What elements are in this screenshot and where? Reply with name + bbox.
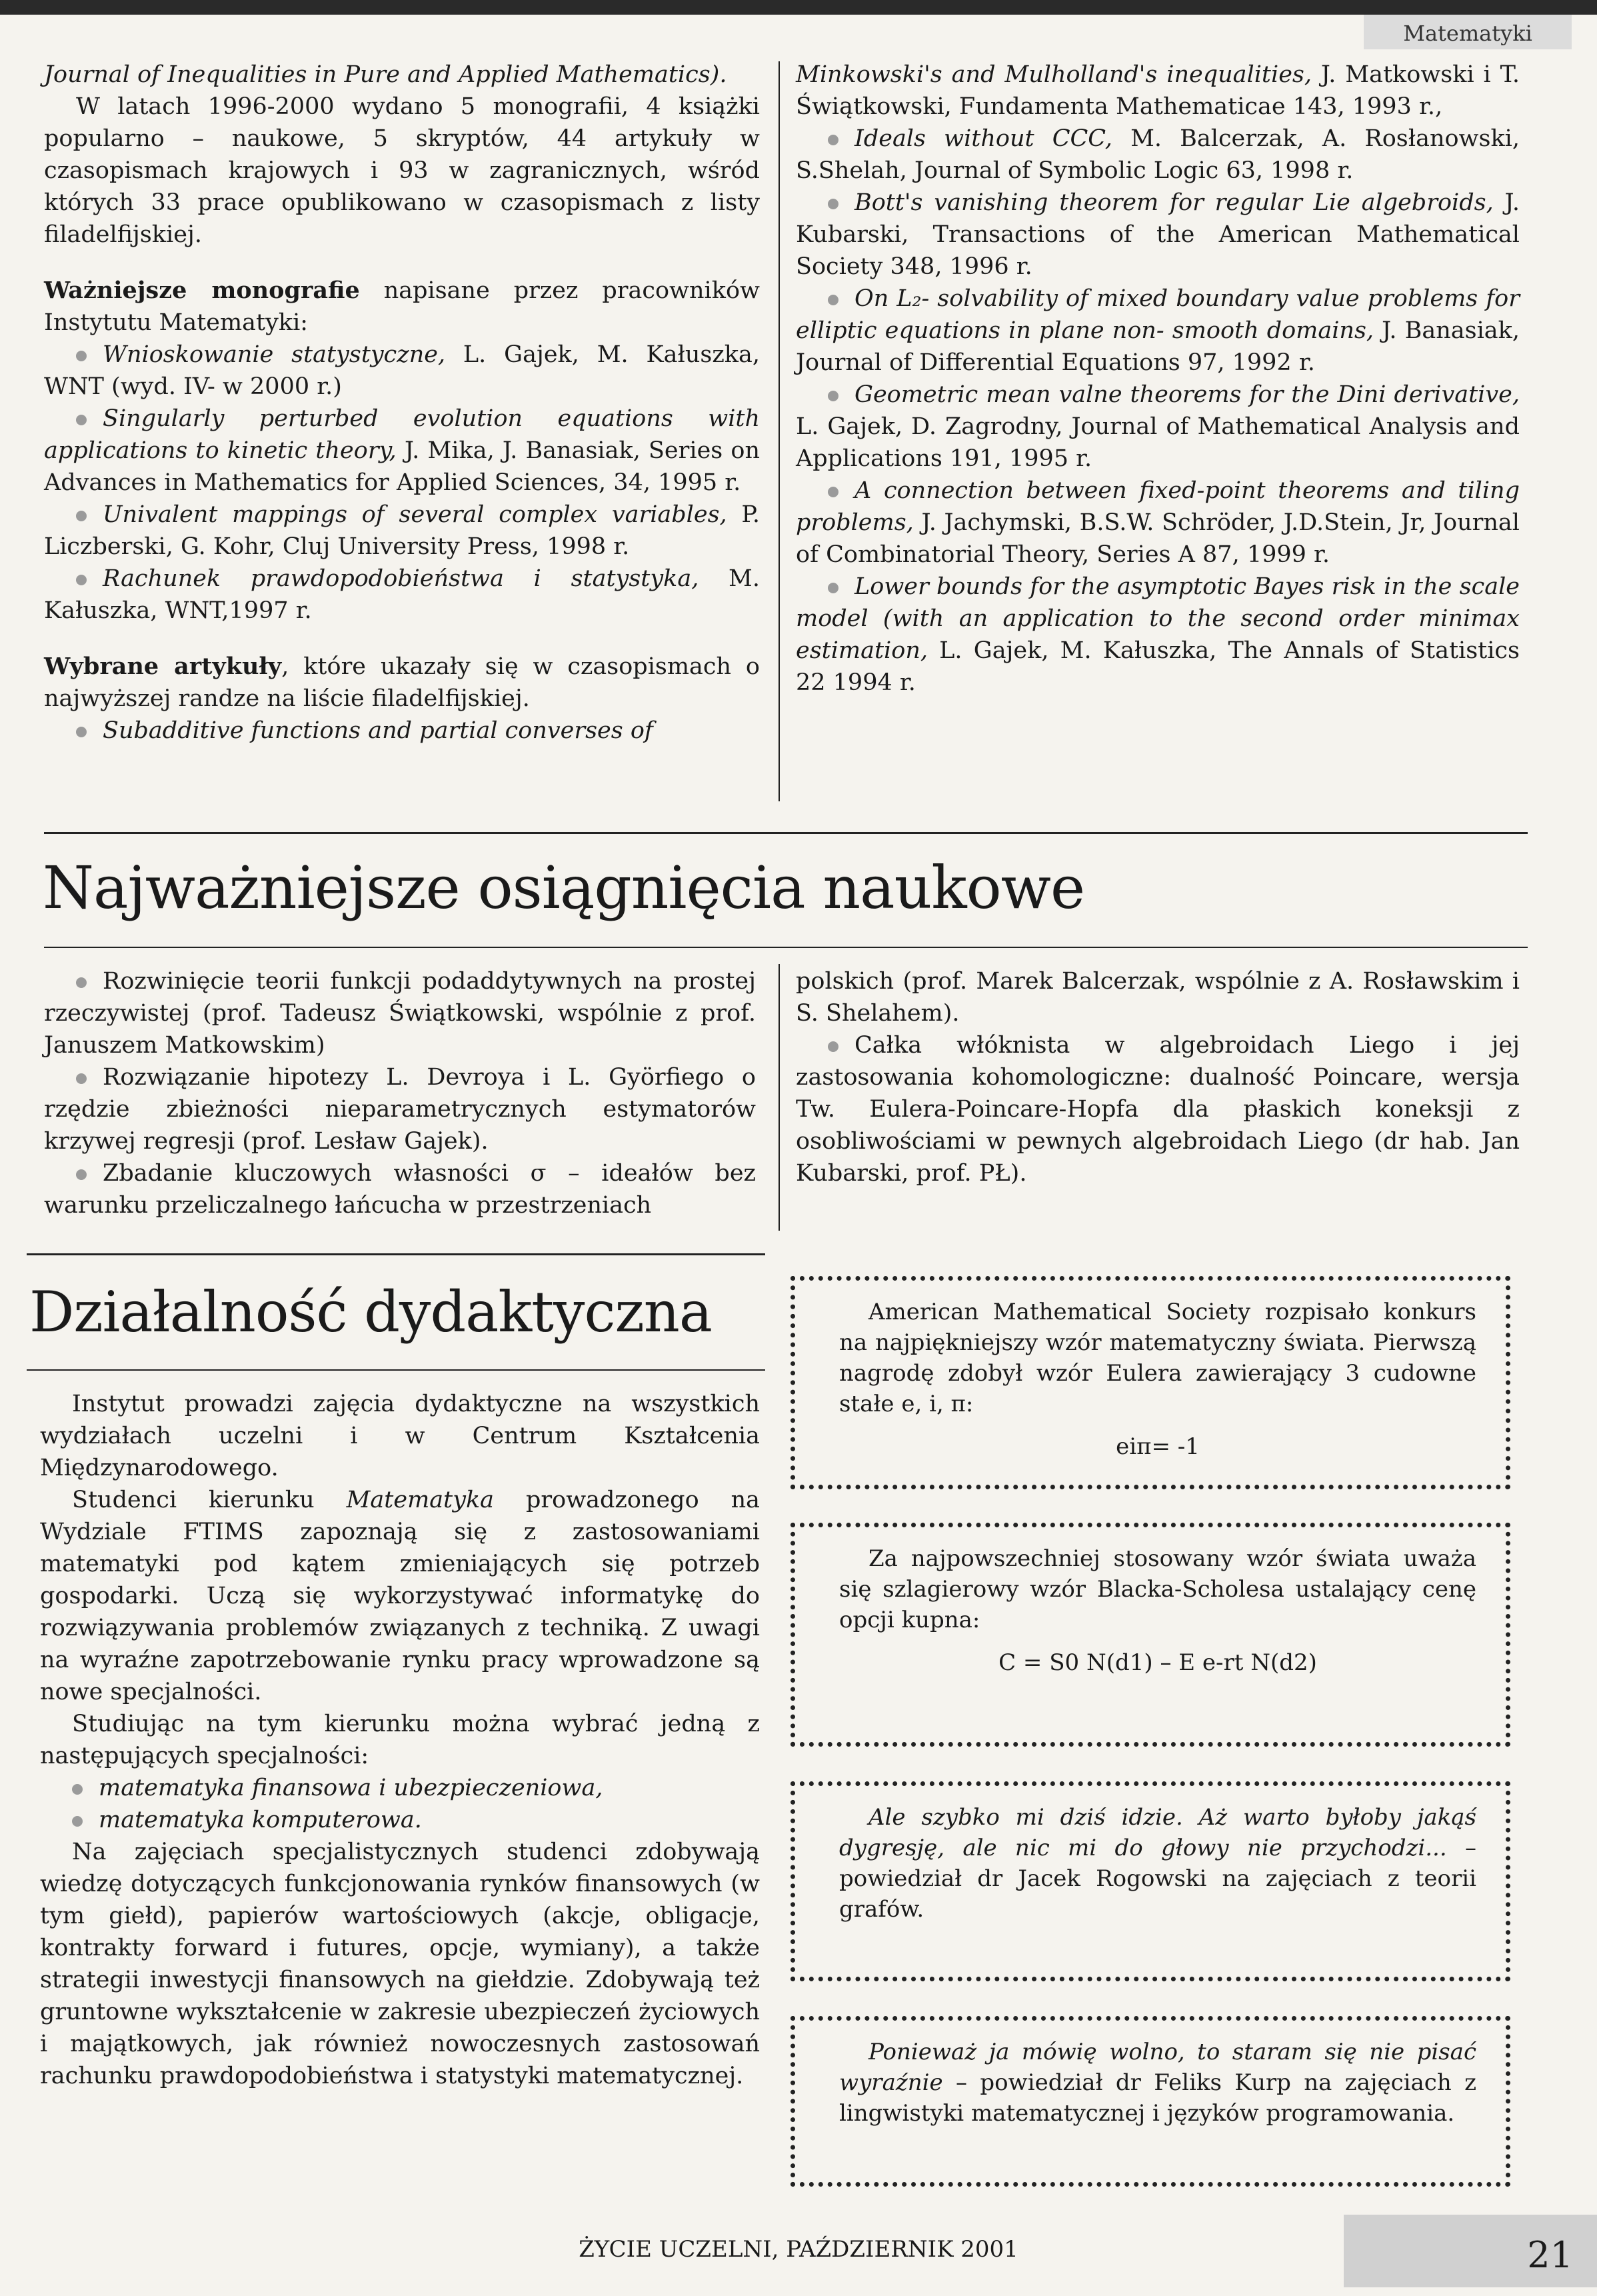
bullet-icon xyxy=(76,351,87,361)
item-text: matematyka finansowa i ubezpieczeniowa, xyxy=(99,1775,603,1801)
list-item xyxy=(44,1061,756,1157)
list-item xyxy=(44,339,760,403)
list-item xyxy=(796,59,1520,123)
item-text: Rozwinięcie teorii funkcji podaddytywnych na prostej rzeczywistej (prof. Tadeusz Świątkowski, wspólnie z prof. Januszem Matkowskim) xyxy=(44,968,756,1059)
bullet-icon xyxy=(828,391,838,401)
bullet-icon xyxy=(76,511,87,521)
list-item xyxy=(44,1157,756,1221)
paragraph: Na zajęciach specjalistycznych studenci zdobywają wiedzę dotyczących funkcjonowania rynków finansowych (w tym giełd), papierów wartościowych (akcje, obligacje, kontrakty forward i futures, opcje, wymiany), a także strategii inwestycji finansowych na giełdzie. Zdobywają też gruntowne wykształcenie w zakresie ubezpieczeń życiowych i majątkowych, jak również nowoczesnych zastosowań rachunku prawdopodobieństwa i statystyki matematycznej. xyxy=(40,1839,760,2089)
didactic-text xyxy=(40,1388,760,2092)
list-item xyxy=(796,283,1520,379)
bullet-icon xyxy=(76,977,87,988)
item-title: A connection between fixed-point theorems and tiling problems, xyxy=(796,477,1520,536)
item-text: matematyka komputerowa. xyxy=(99,1807,422,1833)
item-title: Lower bounds for the asymptotic Bayes risk in the scale model (with an application to the second order minimax estimation, xyxy=(796,573,1520,664)
monographs-heading: Ważniejsze monografie xyxy=(44,277,360,304)
box-text: Za najpowszechniej stosowany wzór świata uważa się szlagierowy wzór Blacka-Scholesa ustalający cenę opcji kupna: xyxy=(839,1545,1476,1633)
bullet-icon xyxy=(828,199,838,209)
item-title: Subadditive functions and partial converses of xyxy=(103,717,653,744)
section-rule xyxy=(27,1369,765,1371)
quote-attribution: – powiedział dr Jacek Rogowski na zajęciach z teorii grafów. xyxy=(839,1835,1476,1923)
black-scholes-formula: C = S0 N(d1) – E e-rt N(d2) xyxy=(998,1649,1317,1676)
column-right xyxy=(796,59,1520,699)
monographs-intro xyxy=(44,275,760,339)
item-title: Geometric mean valne theorems for the Dini derivative, xyxy=(854,381,1520,408)
item-title: Wnioskowanie statystyczne, xyxy=(103,341,446,368)
quote-box-rogowski xyxy=(791,1781,1510,1981)
bullet-icon xyxy=(76,1169,87,1180)
list-item xyxy=(44,965,756,1061)
bullet-icon xyxy=(828,135,838,145)
section-tab: Matematyki xyxy=(1364,15,1572,49)
section-rule xyxy=(27,1253,765,1255)
publication-footer: ŻYCIE UCZELNI, PAŹDZIERNIK 2001 xyxy=(579,2236,1018,2263)
text: prowadzonego na Wydziale FTIMS zapoznają się z zastosowaniami matematyki pod kątem zmieniających się potrzeb gospodarki. Uczą się wykorzystywać informatykę do rozwiązywania problemów związanych z techniką. Z uwagi na wyraźne zapotrzebowanie rynku pracy wprowadzone są nowe specjalności. xyxy=(40,1487,761,1705)
item-text: M. Balcerzak, A. Rosłanowski, S.Shelah, Journal of Symbolic Logic 63, 1998 r. xyxy=(796,125,1520,184)
top-border xyxy=(0,0,1597,15)
page-number: 21 xyxy=(1344,2215,1597,2287)
didactic-heading: Działalność dydaktyczna xyxy=(29,1279,712,1345)
box-text: American Mathematical Society rozpisało konkurs na najpiękniejszy wzór matematyczny świata. Pierwszą nagrodę zdobył wzór Eulera zawierający 3 cudowne stałe e, i, π: xyxy=(839,1299,1476,1417)
item-text: J. Kubarski, Transactions of the American Mathematical Society 348, 1996 r. xyxy=(796,189,1520,280)
paragraph: Instytut prowadzi zajęcia dydaktyczne na wszystkich wydziałach uczelni i w Centrum Kształcenia Międzynarodowego. xyxy=(40,1391,760,1481)
list-item xyxy=(796,571,1520,699)
quote-box-kurp xyxy=(791,2016,1510,2187)
item-title: On L₂- solvability of mixed boundary value problems for elliptic equations in plane non- smooth domains, xyxy=(796,285,1520,344)
item-text: L. Gajek, M. Kałuszka, WNT (wyd. IV- w 2000 r.) xyxy=(44,341,761,400)
quote-attribution: – powiedział dr Feliks Kurp na zajęciach z lingwistyki matematycznej i języków programowania. xyxy=(839,2069,1476,2127)
bullet-icon xyxy=(76,575,87,585)
paragraph: W latach 1996-2000 wydano 5 monografii, 4 książki popularno – naukowe, 5 skryptów, 44 artykuły w czasopismach krajowych i 93 w zagranicznych, wśród których 33 prace opublikowano w czasopismach z listy filadelfijskiej. xyxy=(44,93,760,248)
item-title: Singularly perturbed evolution equations with applications to kinetic theory, xyxy=(44,405,760,464)
text-emphasis: Matematyka xyxy=(346,1487,495,1513)
item-title: Univalent mappings of several complex variables, xyxy=(103,501,727,528)
info-box-euler xyxy=(791,1276,1510,1489)
item-text: J. Mika, J. Banasiak, Series on Advances in Mathematics for Applied Sciences, 34, 1995 r. xyxy=(44,437,760,496)
bullet-icon xyxy=(828,1041,838,1052)
articles-intro xyxy=(44,651,760,715)
box-text xyxy=(839,1802,1476,1925)
item-text: Całka włóknista w algebroidach Liego i jej zastosowania kohomologiczne: dualność Poincare, wersja Tw. Eulera-Poincare-Hopfa dla płaskich koneksji z osobliwościami w pewnych algebroidach Liego (dr hab. Jan Kubarski, prof. PŁ). xyxy=(796,1032,1520,1187)
bullet-icon xyxy=(76,415,87,425)
item-text: Rozwiązanie hipotezy L. Devroya i L. Györfiego o rzędzie zbieżności nieparametrycznych estymatorów krzywej regresji (prof. Lesław Gajek). xyxy=(44,1064,756,1155)
bullet-icon xyxy=(828,487,838,497)
list-item xyxy=(44,715,760,747)
bullet-icon xyxy=(828,295,838,305)
item-text: M. Kałuszka, WNT,1997 r. xyxy=(44,565,760,624)
item-text: P. Liczberski, G. Kohr, Cluj University Press, 1998 r. xyxy=(44,501,760,560)
item-title: Minkowski's and Mulholland's inequalities, xyxy=(796,61,1312,88)
item-title: Bott's vanishing theorem for regular Lie algebroids, xyxy=(854,189,1494,216)
item-text: J. Banasiak, Journal of Differential Equations 97, 1992 r. xyxy=(796,317,1520,376)
column-divider xyxy=(779,964,780,1231)
monographs-intro-text: napisane przez pracowników Instytutu Matematyki: xyxy=(44,277,760,336)
bullet-icon xyxy=(72,1784,83,1795)
item-text: L. Gajek, M. Kałuszka, The Annals of Statistics 22 1994 r. xyxy=(796,637,1520,696)
section-rule xyxy=(44,832,1528,834)
quote-text: Ponieważ ja mówię wolno, to staram się nie pisać wyraźnie xyxy=(839,2039,1476,2096)
list-item xyxy=(44,403,760,499)
item-text: polskich (prof. Marek Balcerzak, wspólnie z A. Rosławskim i S. Shelahem). xyxy=(796,968,1520,1027)
box-text xyxy=(839,2037,1476,2129)
list-item xyxy=(44,563,760,627)
list-item xyxy=(44,499,760,563)
item-text: J. Matkowski i T. Świątkowski, Fundamenta Mathematicae 143, 1993 r., xyxy=(796,61,1520,120)
list-item xyxy=(40,1804,760,1836)
list-item xyxy=(796,379,1520,475)
list-item xyxy=(40,1772,760,1804)
info-box-black-scholes xyxy=(791,1523,1510,1747)
quote-text: Ale szybko mi dziś idzie. Aż warto byłoby jakąś dygresję, ale nic mi do głowy nie przychodzi... xyxy=(839,1804,1476,1861)
item-text: L. Gajek, D. Zagrodny, Journal of Mathematical Analysis and Applications 191, 1995 r. xyxy=(796,413,1520,472)
articles-intro-text: , które ukazały się w czasopismach o najwyższej randze na liście filadelfijskiej. xyxy=(44,653,760,712)
paragraph xyxy=(40,1484,760,1708)
list-item xyxy=(796,123,1520,187)
column-divider xyxy=(779,61,780,801)
paragraph: Journal of Inequalities in Pure and Applied Mathematics). xyxy=(44,61,727,88)
achievements-heading: Najważniejsze osiągnięcia naukowe xyxy=(43,853,1085,922)
item-text: Zbadanie kluczowych własności σ – ideałów bez warunku przeliczalnego łańcucha w przestrzeniach xyxy=(44,1160,756,1219)
item-title: Rachunek prawdopodobieństwa i statystyka, xyxy=(103,565,699,592)
column-left xyxy=(44,59,760,747)
articles-heading: Wybrane artykuły xyxy=(44,653,282,680)
list-item xyxy=(796,475,1520,571)
achievements-left xyxy=(44,965,756,1221)
bullet-icon xyxy=(72,1816,83,1827)
list-item xyxy=(796,187,1520,283)
bullet-icon xyxy=(76,1073,87,1084)
section-rule xyxy=(44,947,1528,948)
bullet-icon xyxy=(76,727,87,737)
bullet-icon xyxy=(828,583,838,593)
euler-formula: eiπ= -1 xyxy=(1116,1433,1200,1460)
item-title: Ideals without CCC, xyxy=(854,125,1112,152)
item-text: J. Jachymski, B.S.W. Schröder, J.D.Stein, Jr, Journal of Combinatorial Theory, Series A 87, 1999 r. xyxy=(796,509,1520,568)
list-item xyxy=(796,1029,1520,1189)
achievements-right xyxy=(796,965,1520,1189)
paragraph: Studiując na tym kierunku można wybrać jedną z następujących specjalności: xyxy=(40,1711,760,1769)
text: Studenci kierunku xyxy=(72,1487,347,1513)
